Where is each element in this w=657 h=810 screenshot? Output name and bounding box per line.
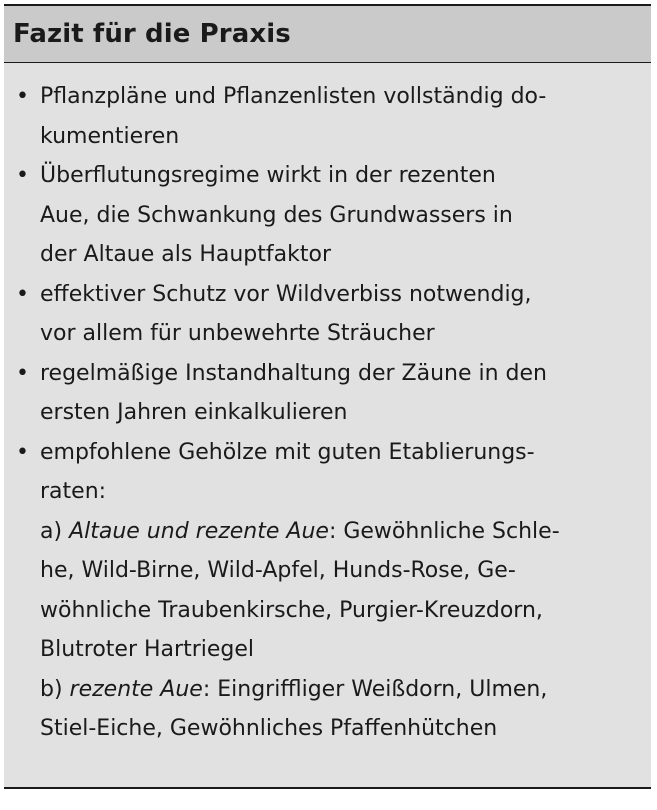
text-line: raten: (40, 479, 107, 504)
summary-header (4, 6, 651, 63)
bullet-icon: • (16, 163, 29, 188)
text-line: der Altaue als Hauptfaktor (40, 242, 331, 267)
sub-item-b-prefix: b) (40, 676, 70, 702)
sub-item-b-label: rezente Aue (69, 676, 203, 702)
list-item (16, 77, 643, 156)
sub-item-a-first-line (40, 512, 643, 552)
summary-box (4, 4, 651, 789)
sub-item-b-text: : Eingriffliger Weißdorn, Ulmen, (202, 676, 548, 702)
text-line: kumentieren (40, 123, 180, 149)
text-line: ersten Jahren einkalkulieren (40, 400, 348, 425)
text-line: Aue, die Schwankung des Grundwassers in (40, 202, 513, 228)
list-item (16, 354, 643, 433)
sub-item-a-label: Altaue und rezente Aue (69, 518, 329, 544)
text-line: Blutroter Hartriegel (40, 637, 254, 662)
summary-content (4, 63, 651, 749)
text-line: effektiver Schutz vor Wildverbiss notwendig, (40, 281, 532, 307)
text-line: wöhnliche Traubenkirsche, Purgier-Kreuzdorn, (40, 597, 543, 623)
text-line: Stiel-Eiche, Gewöhnliches Pfaffenhütchen (40, 716, 498, 741)
sub-item-b-first-line (40, 670, 643, 710)
sub-item-a-text: : Gewöhnliche Schle- (328, 518, 560, 544)
list-item (16, 275, 643, 354)
text-line: he, Wild-Birne, Wild-Apfel, Hunds-Rose, Ge- (40, 558, 516, 583)
list-item-text (40, 275, 643, 354)
text-line: Überflutungsregime wirkt in der rezenten (40, 163, 496, 188)
bullet-icon: • (16, 439, 29, 465)
text-line: Pflanzpläne und Pflanzenlisten vollständig do- (40, 84, 547, 109)
list-item (16, 433, 643, 749)
list-item-text (40, 354, 643, 433)
list-item-text (40, 433, 643, 749)
summary-title: Fazit für die Praxis (13, 19, 291, 49)
bullet-icon: • (16, 360, 29, 386)
text-line: regelmäßige Instandhaltung der Zäune in den (40, 360, 547, 386)
sub-item-a-prefix: a) (40, 518, 70, 544)
text-line: empfohlene Gehölze mit guten Etablierungs- (40, 439, 535, 465)
bullet-icon: • (16, 281, 29, 307)
bullet-icon: • (16, 84, 29, 109)
list-item-text (40, 77, 643, 156)
list-item (16, 156, 643, 275)
list-item-text (40, 156, 643, 275)
text-line: vor allem für unbewehrte Sträucher (40, 321, 435, 346)
